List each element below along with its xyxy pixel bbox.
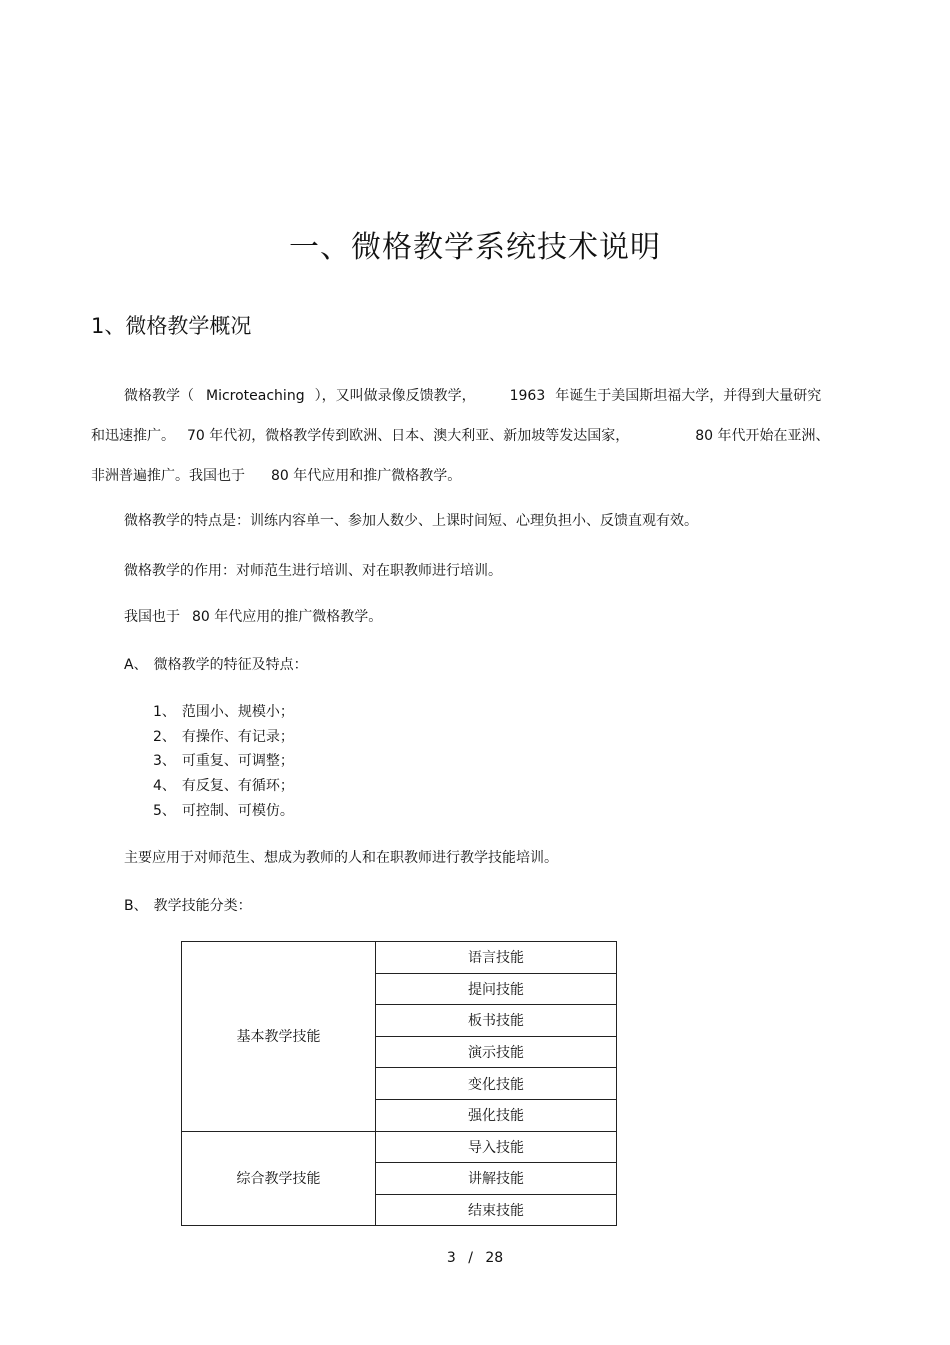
intro-text: 80 年代开始在亚洲、 bbox=[695, 428, 830, 444]
intro-line-2 bbox=[91, 426, 830, 446]
section-a-label: A、 bbox=[124, 657, 148, 673]
intro-text: ），又叫做录像反馈教学， bbox=[314, 388, 476, 404]
section-a-text: 微格教学的特征及特点： bbox=[153, 657, 308, 673]
intro-text: 80 年代应用和推广微格教学。 bbox=[271, 468, 462, 484]
skill-cell: 演示技能 bbox=[376, 1036, 617, 1068]
skill-cell: 讲解技能 bbox=[376, 1163, 617, 1195]
intro-text: 微格教学（ bbox=[124, 388, 194, 404]
features-paragraph: 微格教学的特点是：训练内容单一、参加人数少、上课时间短、心理负担小、反馈直观有效。 bbox=[124, 513, 698, 529]
section-b-label: B、 bbox=[124, 898, 148, 914]
page-title: 一、微格教学系统技术说明 bbox=[289, 230, 661, 265]
list-item-number: 5、 bbox=[153, 803, 176, 819]
category-cell-comprehensive: 综合教学技能 bbox=[182, 1131, 376, 1226]
list-item bbox=[153, 702, 294, 722]
intro-term: Microteaching bbox=[206, 388, 305, 404]
list-item-number: 3、 bbox=[153, 753, 176, 769]
skill-cell: 导入技能 bbox=[376, 1131, 617, 1163]
page-number bbox=[0, 1250, 950, 1266]
list-item-text: 可重复、可调整； bbox=[181, 753, 294, 769]
list-item-text: 有反复、有循环； bbox=[181, 778, 294, 794]
page-total: 28 bbox=[485, 1250, 504, 1266]
list-item bbox=[153, 727, 294, 747]
skill-cell: 提问技能 bbox=[376, 973, 617, 1005]
list-item bbox=[153, 751, 294, 771]
table-row bbox=[182, 942, 617, 974]
category-cell-basic: 基本教学技能 bbox=[182, 942, 376, 1132]
table-row bbox=[182, 1131, 617, 1163]
intro-text: 年诞生于美国斯坦福大学，并得到大量研究 bbox=[555, 388, 822, 404]
intro-year: 1963 bbox=[509, 388, 546, 404]
skill-cell: 强化技能 bbox=[376, 1099, 617, 1131]
china-paragraph bbox=[124, 607, 382, 627]
intro-line-1 bbox=[124, 386, 821, 406]
list-item-text: 可控制、可模仿。 bbox=[181, 803, 294, 819]
skill-cell: 语言技能 bbox=[376, 942, 617, 974]
section-b-heading bbox=[124, 896, 252, 916]
intro-line-3 bbox=[91, 466, 461, 486]
china-text: 我国也于 bbox=[124, 609, 180, 625]
list-item-number: 1、 bbox=[153, 704, 176, 720]
list-item-number: 2、 bbox=[153, 729, 176, 745]
intro-text: 和迅速推广。 bbox=[91, 428, 175, 444]
skill-cell: 变化技能 bbox=[376, 1068, 617, 1100]
intro-text: 非洲普遍推广。我国也于 bbox=[91, 468, 245, 484]
list-item bbox=[153, 776, 294, 796]
section-a-heading bbox=[124, 655, 308, 675]
section-b-text: 教学技能分类： bbox=[153, 898, 252, 914]
intro-text: 70 年代初，微格教学传到欧洲、日本、澳大利亚、新加坡等发达国家， bbox=[187, 428, 630, 444]
list-item-text: 范围小、规模小； bbox=[181, 704, 294, 720]
section-heading: 1、微格教学概况 bbox=[91, 314, 252, 338]
role-paragraph: 微格教学的作用：对师范生进行培训、对在职教师进行培训。 bbox=[124, 563, 502, 579]
application-paragraph: 主要应用于对师范生、想成为教师的人和在职教师进行教学技能培训。 bbox=[124, 850, 558, 866]
list-item-text: 有操作、有记录； bbox=[181, 729, 294, 745]
skill-cell: 结束技能 bbox=[376, 1194, 617, 1226]
page-current: 3 bbox=[446, 1250, 456, 1266]
skills-table bbox=[181, 941, 617, 1226]
china-text: 80 年代应用的推广微格教学。 bbox=[192, 609, 383, 625]
list-item-number: 4、 bbox=[153, 778, 176, 794]
page-separator: / bbox=[468, 1250, 473, 1266]
list-item bbox=[153, 801, 294, 821]
skill-cell: 板书技能 bbox=[376, 1005, 617, 1037]
